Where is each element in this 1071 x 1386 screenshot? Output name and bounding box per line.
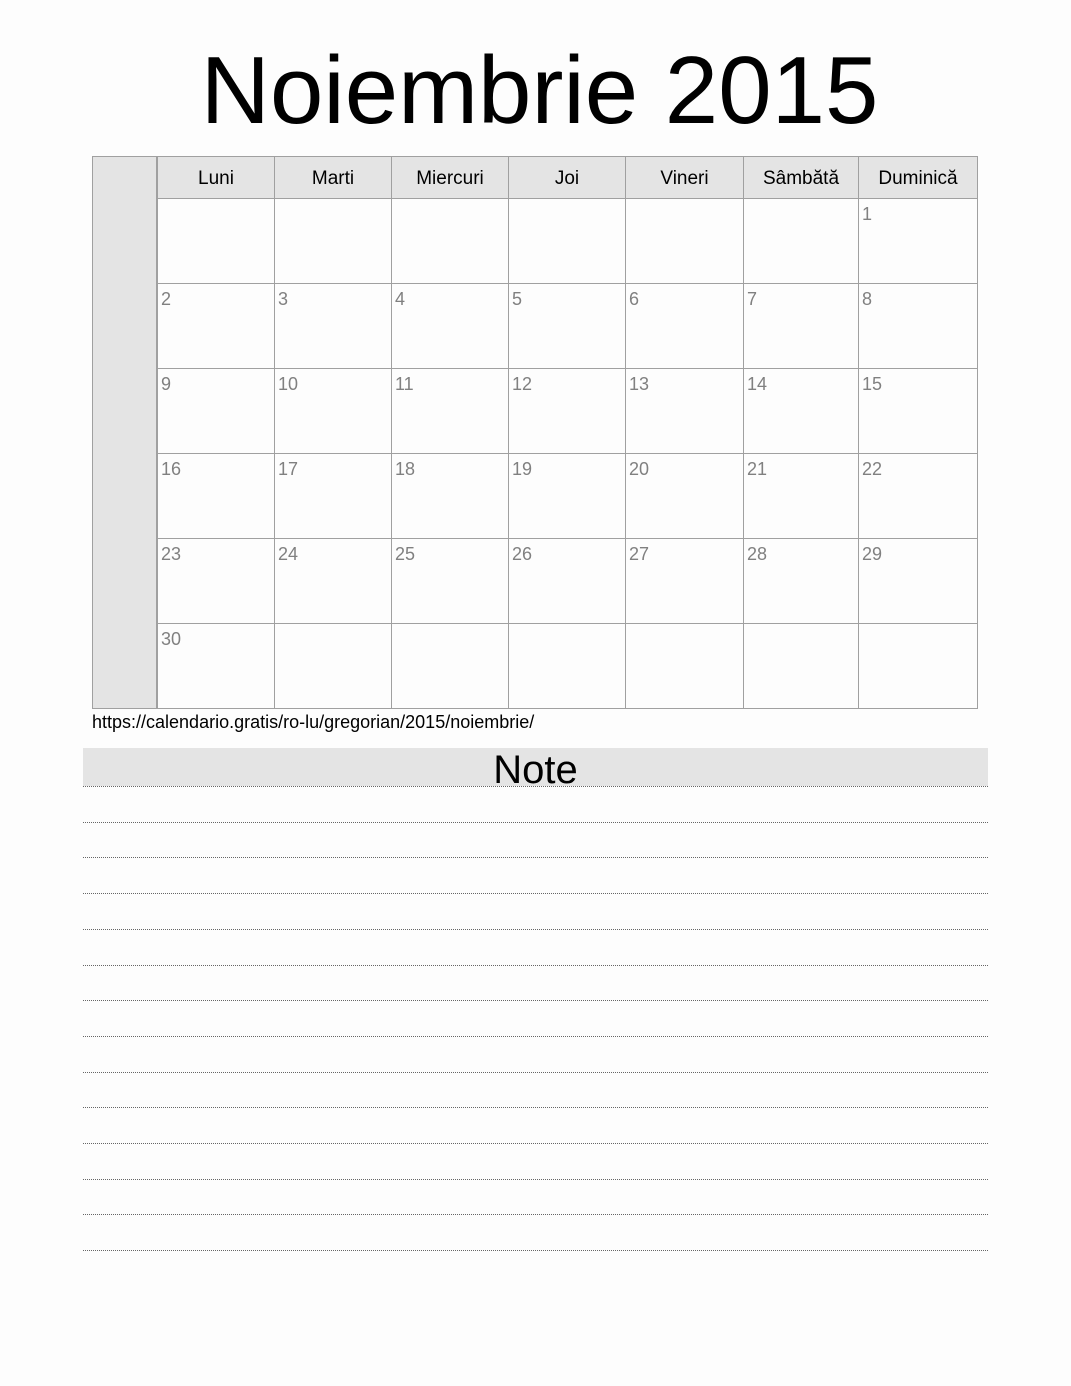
- day-cell[interactable]: [625, 623, 744, 709]
- day-cell[interactable]: [743, 198, 859, 284]
- calendar-grid: [157, 156, 977, 710]
- weekday-header: Duminică: [858, 156, 978, 199]
- day-cell[interactable]: [274, 453, 392, 539]
- day-cell[interactable]: [157, 538, 275, 624]
- day-number: 15: [862, 374, 883, 394]
- weekday-header: Joi: [508, 156, 626, 199]
- note-line: [83, 1000, 988, 1001]
- note-line: [83, 929, 988, 930]
- day-number: 18: [395, 459, 416, 479]
- day-cell[interactable]: [625, 368, 744, 454]
- day-number: 6: [629, 289, 640, 309]
- day-number: 29: [862, 544, 883, 564]
- day-cell[interactable]: [858, 283, 978, 369]
- note-line: [83, 1107, 988, 1108]
- day-number: 13: [629, 374, 650, 394]
- note-line: [83, 1072, 988, 1073]
- day-cell[interactable]: [743, 283, 859, 369]
- day-cell[interactable]: [391, 198, 509, 284]
- day-cell[interactable]: [508, 198, 626, 284]
- weekday-header: Sâmbătă: [743, 156, 859, 199]
- day-cell[interactable]: [391, 283, 509, 369]
- day-cell[interactable]: [508, 453, 626, 539]
- note-line: [83, 965, 988, 966]
- note-line: [83, 893, 988, 894]
- day-number: 21: [747, 459, 768, 479]
- notes-header: Note: [83, 748, 988, 786]
- day-number: 28: [747, 544, 768, 564]
- note-line: [83, 1036, 988, 1037]
- day-number: 20: [629, 459, 650, 479]
- day-number: 4: [395, 289, 406, 309]
- note-line: [83, 1179, 988, 1180]
- day-cell[interactable]: [391, 623, 509, 709]
- day-cell[interactable]: [508, 623, 626, 709]
- day-cell[interactable]: [157, 198, 275, 284]
- day-number: 8: [862, 289, 873, 309]
- note-line: [83, 1143, 988, 1144]
- day-cell[interactable]: [625, 453, 744, 539]
- day-cell[interactable]: [743, 623, 859, 709]
- day-number: 5: [512, 289, 523, 309]
- day-cell[interactable]: [508, 368, 626, 454]
- day-cell[interactable]: [157, 623, 275, 709]
- day-cell[interactable]: [157, 368, 275, 454]
- day-cell[interactable]: [391, 538, 509, 624]
- day-cell[interactable]: [858, 368, 978, 454]
- day-cell[interactable]: [743, 453, 859, 539]
- note-line: [83, 822, 988, 823]
- day-cell[interactable]: [625, 283, 744, 369]
- day-cell[interactable]: [274, 368, 392, 454]
- day-number: 16: [161, 459, 182, 479]
- day-cell[interactable]: [157, 453, 275, 539]
- day-cell[interactable]: [625, 198, 744, 284]
- note-line: [83, 1214, 988, 1215]
- day-number: 25: [395, 544, 416, 564]
- weekday-header: Miercuri: [391, 156, 509, 199]
- page-title: Noiembrie 2015: [200, 37, 879, 144]
- day-number: 24: [278, 544, 299, 564]
- day-cell[interactable]: [157, 283, 275, 369]
- day-number: 17: [278, 459, 299, 479]
- day-cell[interactable]: [274, 198, 392, 284]
- day-number: 30: [161, 629, 182, 649]
- day-cell[interactable]: [274, 283, 392, 369]
- weekday-header: Vineri: [625, 156, 744, 199]
- day-cell[interactable]: [858, 623, 978, 709]
- day-number: 22: [862, 459, 883, 479]
- day-number: 9: [161, 374, 172, 394]
- day-number: 7: [747, 289, 758, 309]
- note-line: [83, 1250, 988, 1251]
- day-number: 11: [395, 374, 414, 394]
- day-number: 2: [161, 289, 172, 309]
- day-cell[interactable]: [274, 538, 392, 624]
- day-cell[interactable]: [625, 538, 744, 624]
- day-number: 10: [278, 374, 299, 394]
- day-cell[interactable]: [743, 538, 859, 624]
- day-cell[interactable]: [274, 623, 392, 709]
- weekday-header: Marti: [274, 156, 392, 199]
- day-cell[interactable]: [508, 283, 626, 369]
- day-number: 19: [512, 459, 533, 479]
- day-cell[interactable]: [391, 453, 509, 539]
- weekday-header: Luni: [157, 156, 275, 199]
- day-cell[interactable]: [858, 198, 978, 284]
- day-number: 3: [278, 289, 289, 309]
- day-number: 27: [629, 544, 650, 564]
- day-number: 23: [161, 544, 182, 564]
- source-link[interactable]: https://calendario.gratis/ro-lu/gregorian/2015/noiembrie/: [92, 712, 535, 732]
- day-cell[interactable]: [391, 368, 509, 454]
- day-number: 1: [862, 204, 873, 224]
- day-cell[interactable]: [858, 453, 978, 539]
- day-cell[interactable]: [858, 538, 978, 624]
- day-number: 14: [747, 374, 768, 394]
- week-side-column: [92, 156, 157, 709]
- day-cell[interactable]: [743, 368, 859, 454]
- day-number: 26: [512, 544, 533, 564]
- note-line: [83, 857, 988, 858]
- note-line: [83, 786, 988, 787]
- day-number: 12: [512, 374, 533, 394]
- day-cell[interactable]: [508, 538, 626, 624]
